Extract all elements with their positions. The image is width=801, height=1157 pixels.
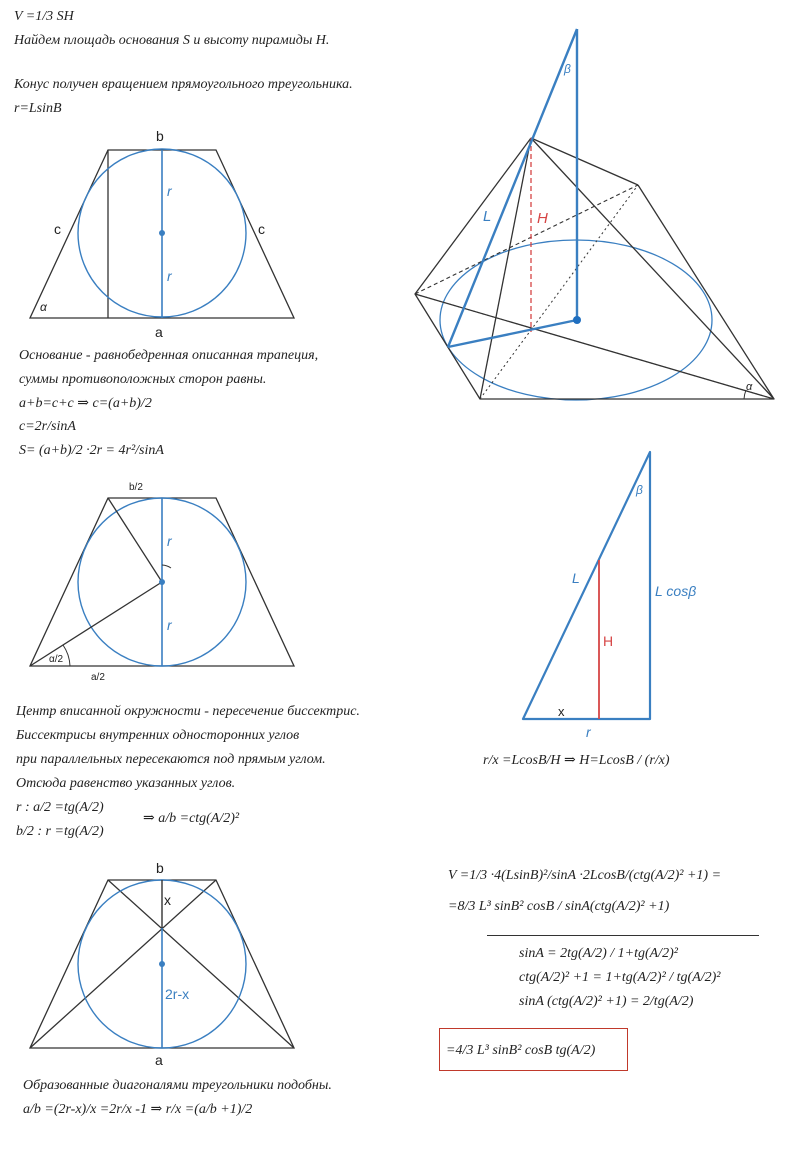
center-text-4: Отсюда равенство указанных углов. bbox=[16, 776, 236, 791]
separator-line bbox=[487, 935, 759, 936]
label-x-3: x bbox=[164, 892, 171, 908]
bisector-top bbox=[108, 498, 162, 582]
label-a-3: a bbox=[155, 1052, 163, 1068]
diagonal-text-2: a/b =(2r-x)/x =2r/x -1 ⇒ r/x =(a/b +1)/2 bbox=[23, 1102, 253, 1117]
label-r-top-2: r bbox=[167, 533, 172, 549]
triangle-outline bbox=[523, 452, 650, 719]
radius-formula: r=LsinB bbox=[14, 101, 62, 116]
slant-generator bbox=[448, 29, 577, 347]
label-b-3: b bbox=[156, 860, 164, 876]
angle-arc-alpha-half bbox=[63, 645, 70, 666]
label-r-bottom-2: r bbox=[167, 617, 172, 633]
diagonal-1 bbox=[30, 880, 216, 1048]
center-text-7: ⇒ a/b =ctg(A/2)² bbox=[143, 811, 240, 826]
pyramid-base-front bbox=[415, 294, 774, 399]
label-H-triangle: H bbox=[603, 633, 614, 649]
label-L-triangle: L bbox=[572, 570, 580, 586]
label-2r-x: 2r-x bbox=[165, 986, 190, 1002]
pyramid-figure bbox=[415, 29, 774, 400]
label-beta-triangle: β bbox=[636, 483, 643, 497]
trapezoid-3-center-dot bbox=[159, 961, 165, 967]
base-text-2: суммы противоположных сторон равны. bbox=[19, 372, 267, 387]
base-text-1: Основание - равнобедренная описанная трапеция, bbox=[19, 348, 319, 363]
label-x-triangle: x bbox=[558, 704, 565, 719]
triangle-relation: r/x =LcosB/H ⇒ H=LcosB / (r/x) bbox=[483, 753, 670, 768]
lateral-edge-3 bbox=[531, 138, 774, 399]
lateral-edge-4 bbox=[531, 138, 638, 185]
trapezoid-2-center-dot bbox=[159, 579, 165, 585]
center-text-2: Биссектрисы внутренних односторонних углов bbox=[16, 728, 300, 743]
lateral-edge-2 bbox=[480, 138, 531, 399]
cone-note: Конус получен вращением прямоугольного треугольника. bbox=[14, 77, 353, 92]
label-b-1: b bbox=[156, 128, 164, 144]
center-text-5: r : a/2 =tg(A/2) bbox=[16, 800, 104, 815]
label-a-1: a bbox=[155, 324, 163, 340]
trapezoid-1-center-dot bbox=[159, 230, 165, 236]
volume-step-1: V =1/3 ·4(LsinB)²/sinA ·2LcosB/(ctg(A/2)² +1) = bbox=[448, 868, 722, 883]
base-edge-right-back bbox=[638, 185, 774, 399]
trapezoid-figure-1 bbox=[30, 149, 294, 318]
label-r-top-1: r bbox=[167, 183, 172, 199]
label-H-pyramid: H bbox=[537, 210, 548, 227]
volume-step-2: =8/3 L³ sinB² cosB / sinA(ctg(A/2)² +1) bbox=[448, 899, 670, 914]
label-r-triangle: r bbox=[586, 724, 591, 740]
angle-arc-top bbox=[162, 565, 171, 568]
result-formula: =4/3 L³ sinB² cosB tg(A/2) bbox=[446, 1043, 596, 1058]
base-text-4: c=2r/sinA bbox=[19, 419, 76, 434]
diagonal-2 bbox=[108, 880, 294, 1048]
cone-center-dot bbox=[573, 316, 581, 324]
label-c-left: c bbox=[54, 221, 61, 237]
intro-line: Найдем площадь основания S и высоту пирамиды H. bbox=[14, 33, 330, 48]
volume-formula: V =1/3 SH bbox=[14, 9, 74, 24]
label-L-cos: L cosβ bbox=[655, 583, 697, 599]
base-text-5: S= (a+b)/2 ·2r = 4r²/sinA bbox=[19, 443, 164, 458]
label-L-pyramid: L bbox=[483, 208, 492, 225]
pyramid-diagonal-2 bbox=[480, 185, 638, 399]
diagonal-text-1: Образованные диагоналями треугольники подобны. bbox=[23, 1078, 332, 1093]
trapezoid-figure-2 bbox=[30, 498, 294, 666]
pyramid-base-hidden-back bbox=[415, 185, 638, 294]
base-text-3: a+b=c+c ⇒ c=(a+b)/2 bbox=[19, 396, 152, 411]
center-text-6: b/2 : r =tg(A/2) bbox=[16, 824, 104, 839]
cone-radius bbox=[448, 320, 577, 347]
identity-2: ctg(A/2)² +1 = 1+tg(A/2)² / tg(A/2)² bbox=[519, 970, 721, 985]
trapezoid-figure-3 bbox=[30, 880, 294, 1048]
center-text-3: при параллельных пересекаются под прямым углом. bbox=[16, 752, 326, 767]
lateral-edge-1 bbox=[415, 138, 531, 294]
label-alpha-pyramid: α bbox=[746, 381, 753, 393]
center-text-1: Центр вписанной окружности - пересечение биссектрис. bbox=[16, 704, 360, 719]
label-b-half: b/2 bbox=[129, 482, 143, 493]
label-a-half: a/2 bbox=[91, 672, 105, 683]
label-c-right: c bbox=[258, 221, 265, 237]
identity-3: sinA (ctg(A/2)² +1) = 2/tg(A/2) bbox=[519, 994, 694, 1009]
identity-1: sinA = 2tg(A/2) / 1+tg(A/2)² bbox=[519, 946, 678, 961]
label-r-bottom-1: r bbox=[167, 268, 172, 284]
right-triangle-figure bbox=[523, 452, 650, 719]
label-alpha-half: α/2 bbox=[49, 654, 64, 665]
label-alpha-1: α bbox=[40, 300, 47, 314]
label-beta-pyramid: β bbox=[564, 62, 571, 76]
